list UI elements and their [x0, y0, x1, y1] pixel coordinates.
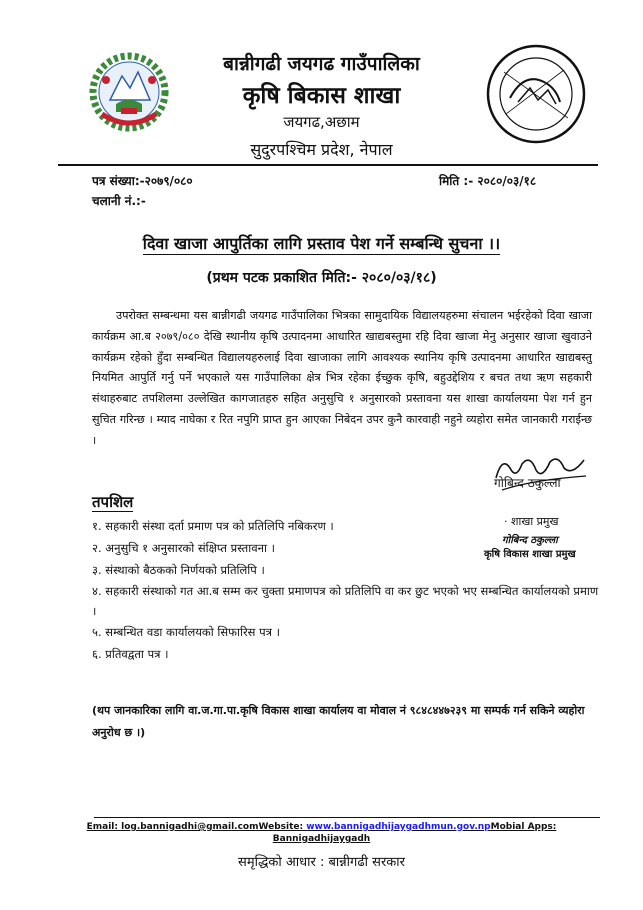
footer-website-link[interactable]: www.bannigadhijaygadhmun.gov.np [306, 822, 491, 832]
body-paragraph [92, 306, 592, 452]
footer-email: Email: log.bannigadhi@gmail.com [86, 822, 259, 832]
footer-divider [94, 817, 600, 818]
list-item: ५. सम्बन्धित वडा कार्यालयको सिफारिस पत्र । [92, 625, 280, 639]
list-item: ६. प्रतिवद्वता पत्र । [92, 647, 169, 661]
list-item: ४. सहकारी संस्थाको गत आ.ब सम्म कर चुक्ता प्रमाणपत्र को प्रतिलिपि वा कर छुट भएको भए सम्बन्धित कार्यालयको प्रमाण । [92, 584, 599, 618]
details-title [92, 492, 133, 512]
list-item: १. सहकारी संस्था दर्ता प्रमाण पत्र को प्रतिलिपि नबिकरण । [92, 519, 334, 533]
org-address: जयगढ,अछाम [283, 113, 360, 131]
header-divider [58, 164, 598, 166]
org-province: सुदुरपश्चिम प्रदेश, नेपाल [250, 140, 393, 159]
letter-number: पत्र संख्या:-२०७९/०८० [92, 174, 193, 188]
body-text: उपरोक्त सम्बन्धमा यस बान्नीगढी जयगढ गाउँपालिका भित्रका सामुदायिक विद्यालयहरुमा संचालन भईरहेको दिवा खाजा कार्यक्रम आ.ब २०७९/०८० देखि स्थानीय कृषि उत्पादनमा आधारित खाद्यबस्तुमा रहि दिवा खाजा मेनु अनुसार खाजा खुवाउने कार्यक्रम रहेको हुँदा सम्बन्धित विद्यालयहरुलाई दिवा खाजाका लागि आवश्यक स्थानिय कृषि उत्पादनमा आधारित खाद्यबस्तु नियमित आपुर्ति गर्नु पर्ने भएकाले यस गाउँपालिका क्षेत्र भित्र रहेका ईच्छुक कृषि, बहुउद्देशिय र बचत तथा ऋण सहकारी संथाहरुबाट तपशिलमा उल्लेखित कागजातहरु सहित अनुसुचि १ अनुसारको प्रस्तावना यस शाखा कार्यालयमा पेश गर्न हुन सुचित गरिन्छ । म्याद नाघेका र रित नपुगि प्राप्त हुन आएका निबेदन उपर कुनै कारवाही नहुने व्यहोरा समेत जानकारी गराईन्छ । [92, 309, 592, 447]
list-item: २. अनुसुचि १ अनुसारको संक्षिप्त प्रस्तावना । [92, 541, 275, 555]
details-title-text: तपशिल [92, 493, 134, 511]
footer-website-label: Website: [258, 822, 307, 832]
org-name: बान्नीगढी जयगढ गाउँपालिका [223, 53, 420, 75]
list-item: ३. संस्थाको बैठकको निर्णयको प्रतिलिपि । [92, 563, 265, 577]
signer-name: गोबिन्द ठकुल्ला [494, 476, 561, 490]
notice-subject [0, 232, 643, 254]
signer-role: · शाखा प्रमुख [504, 515, 559, 528]
letter-date: मिति :- २०८०/०३/१८ [439, 174, 537, 188]
footer-motto: समृद्धिको आधार : बान्नीगढी सरकार [238, 855, 405, 870]
contact-note: (थप जानकारिका लागि वा.ज.गा.पा.कृषि विकास शाखा कार्यालय वा मोवाल नं ९८४८४४७२३९ मा सम्पर्क गर्न सकिने व्यहोरा अनुरोध छ ।) [92, 704, 585, 739]
signer-stamp-role: कृषि विकास शाखा प्रमुख [484, 549, 576, 560]
notice-subject-text: दिवा खाजा आपुर्तिका लागि प्रस्ताव पेश गर्ने सम्बन्धि सुचना ।। [142, 234, 501, 253]
footer-apps-value: Bannigadhijaygadh [272, 834, 371, 844]
footer-apps-label: Mobial Apps: [490, 822, 557, 832]
signer-stamp-name: गोबिन्द ठकुल्ला [502, 535, 558, 546]
published-date: (प्रथम पटक प्रकाशित मिति:- २०८०/०३/१८) [206, 270, 437, 286]
dispatch-number: चलानी नं.:- [92, 194, 146, 208]
footer-contact [0, 822, 643, 832]
branch-name: कृषि बिकास शाखा [242, 83, 401, 109]
